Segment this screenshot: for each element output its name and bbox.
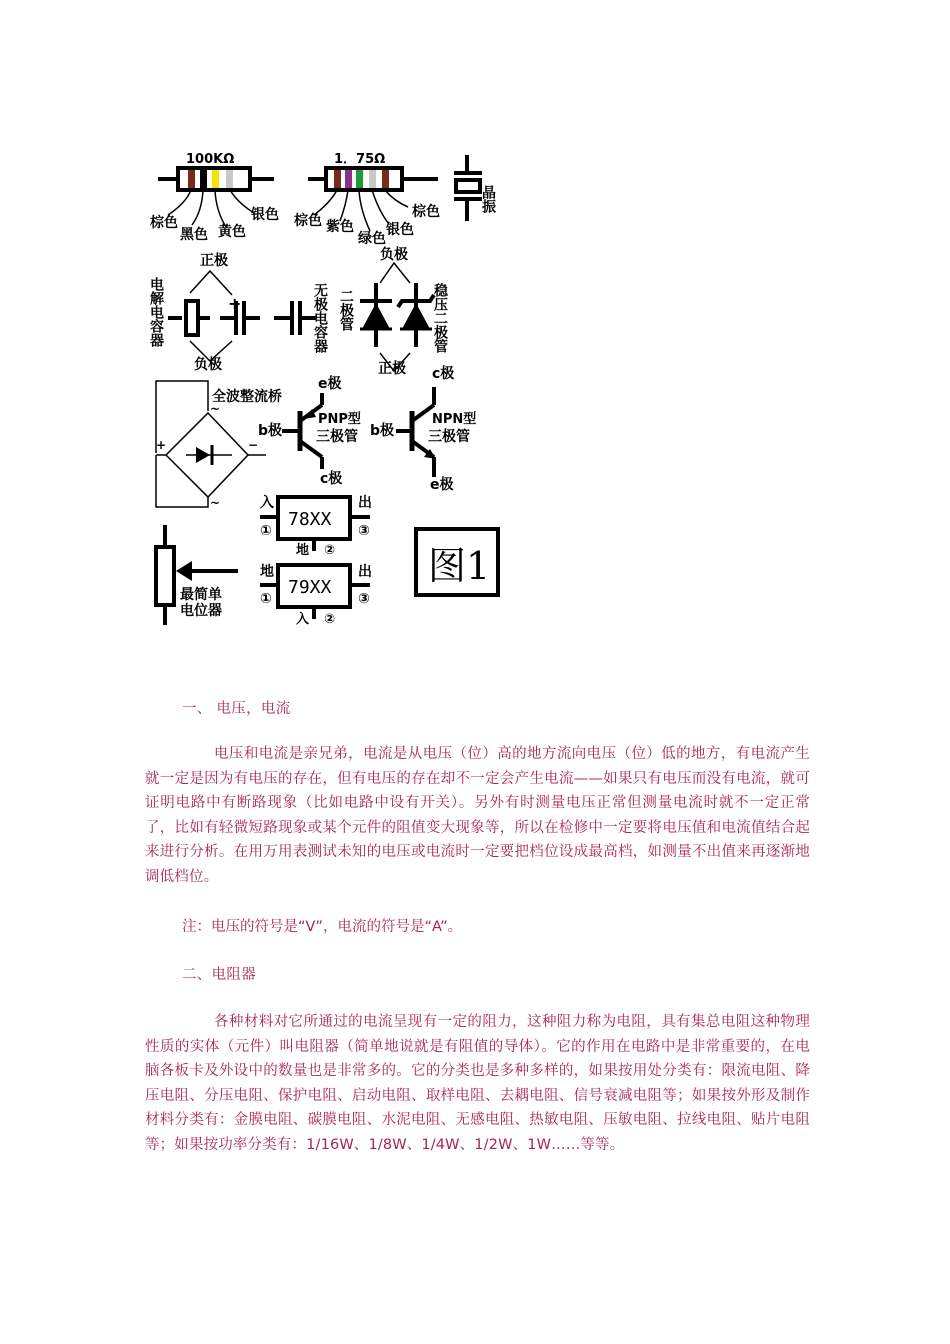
pnp-type-label: 三极管: [316, 429, 358, 445]
bridge-plus: +: [156, 438, 167, 452]
negative-pole-label: 负极: [194, 357, 222, 373]
resistor2-band-label: 棕色: [294, 213, 322, 229]
pnp-e-label: e极: [318, 376, 342, 392]
resistor1-band-label: 黑色: [180, 227, 208, 243]
note-prefix: 注：电压的符号是: [182, 919, 298, 935]
resistor1-value: 100KΩ: [186, 152, 235, 167]
band-2: [200, 170, 207, 188]
section-heading-voltage-current: 一、 电压，电流: [182, 701, 291, 717]
resistor1-band-label: 黄色: [218, 224, 246, 240]
resistor1-band-label: 银色: [251, 207, 279, 223]
resistor2-band-label: 绿色: [358, 231, 386, 247]
band-2: [345, 170, 352, 188]
plus-sign: +: [228, 294, 242, 313]
band-3: [212, 170, 219, 188]
paragraph-resistor: [145, 1010, 810, 1158]
band-3: [356, 170, 363, 188]
band-1: [188, 170, 195, 188]
regulator-79xx-in-num: ②: [324, 612, 336, 627]
note-current-symbol: “A”: [424, 919, 448, 935]
nonpolar-capacitor-symbol: [274, 301, 316, 335]
npn-b-label: b极: [370, 423, 395, 439]
regulator-78xx-gnd-num: ②: [324, 543, 336, 558]
regulator-78xx-in-num: ①: [260, 523, 272, 539]
electrolytic-label: 电解电容器: [148, 277, 164, 347]
resistor2-band-label: 银色: [386, 222, 414, 238]
regulator-79xx-name: 79XX: [288, 577, 332, 598]
pnp-b-label: b极: [258, 423, 283, 439]
resistor-text-end: 等等。: [580, 1136, 625, 1153]
resistor2-band-label: 棕色: [412, 204, 440, 220]
band-5: [382, 170, 389, 188]
regulator-79xx-in: 入: [296, 612, 310, 627]
paragraph-voltage-current: 电压和电流是亲兄弟，电流是从电压（位）高的地方流向电压（位）低的地方，有电流产生就一定是因为有电压的存在，但有电压的存在却不一定会产生电流——如果只有电压而没有电流，就可证明电路中有断路现象（比如电路中设有开关）。另外有时测量电压正常但测量电流时就不一定正常了，比如有轻微短路现象或某个元件的阻值变大现象等，所以在检修中一定要将电压值和电流值结合起来进行分析。在用万用表测试未知的电压或电流时一定要把档位设成最高档，如测量不出值来再逐渐地调低档位。: [145, 746, 810, 885]
pnp-c-label: c极: [320, 471, 343, 487]
crystal-label: 晶振: [480, 185, 496, 213]
note-end: 。: [447, 919, 463, 935]
regulator-79xx-gnd: 地: [260, 564, 274, 580]
electrolytic-capacitor-symbol: [168, 271, 260, 361]
note-symbols: [145, 915, 810, 936]
zener-label: 稳压二极管: [432, 283, 448, 353]
regulator-78xx-out: 出: [358, 495, 372, 511]
figure-caption: 图1: [428, 544, 491, 588]
band-1: [334, 170, 341, 188]
crystal-symbol: [454, 155, 482, 221]
diode-symbol: [360, 283, 392, 347]
nonpolar-capacitor-label: 无极电容器: [312, 283, 328, 353]
regulator-78xx-gnd: 地: [296, 543, 310, 558]
potentiometer-label: 最简单: [180, 587, 222, 603]
npn-type-label: 三极管: [428, 429, 470, 445]
resistor2-value: 1．75Ω: [334, 152, 386, 167]
npn-type-label: NPN型: [432, 412, 477, 427]
regulator-78xx-in: 入: [260, 495, 274, 511]
npn-e-label: e极: [430, 477, 454, 493]
band-4: [369, 170, 376, 188]
note-middle: ，电流的符号是: [322, 919, 425, 935]
section-heading-resistor: 二、电阻器: [182, 967, 256, 983]
regulator-78xx-out-num: ③: [358, 523, 370, 539]
diode-negative-label: 负极: [380, 247, 408, 263]
bridge-label: 全波整流桥: [212, 389, 282, 405]
bridge-ac-bottom: ~: [210, 496, 221, 510]
npn-c-label: c极: [432, 366, 455, 382]
resistor2-band-label: 紫色: [326, 219, 354, 235]
resistor-power-values: 1/16W、1/8W、1/4W、1/2W、1W……: [306, 1136, 581, 1153]
bridge-minus: −: [248, 438, 259, 452]
diode-label: 二极管: [338, 289, 354, 331]
regulator-79xx-out: 出: [358, 564, 372, 580]
zener-diode-symbol: [398, 283, 434, 347]
band-4: [226, 170, 233, 188]
bridge-ac-top: ~: [210, 402, 221, 416]
resistor-text: 各种材料对它所通过的电流呈现有一定的阻力，这种阻力称为电阻，具有集总电阻这种物理性质的实体（元件）叫电阻器（简单地说就是有阻值的导体）。它的作用在电路中是非常重要的，在电脑各板卡及外设中的数量也是非常多的。它的分类也是多种多样的，如果按用处分类有：限流电阻、降压电阻、分压电阻、保护电阻、启动电阻、取样电阻、去耦电阻、信号衰减电阻等；如果按外形及制作材料分类有：金膜电阻、碳膜电阻、水泥电阻、无感电阻、热敏电阻、压敏电阻、拉线电阻、贴片电阻等；如果按功率分类有：: [145, 1014, 810, 1153]
regulator-78xx-name: 78XX: [288, 509, 332, 530]
regulator-79xx-gnd-num: ①: [260, 591, 272, 607]
regulator-79xx-out-num: ③: [358, 591, 370, 607]
positive-pole-label: 正极: [200, 253, 228, 269]
pnp-type-label: PNP型: [318, 412, 361, 427]
component-symbols-figure: [148, 143, 512, 629]
resistor1-band-label: 棕色: [150, 215, 178, 231]
potentiometer-label: 电位器: [180, 603, 222, 619]
note-voltage-symbol: “V”: [298, 919, 323, 935]
diode-positive-label: 正极: [378, 361, 406, 377]
